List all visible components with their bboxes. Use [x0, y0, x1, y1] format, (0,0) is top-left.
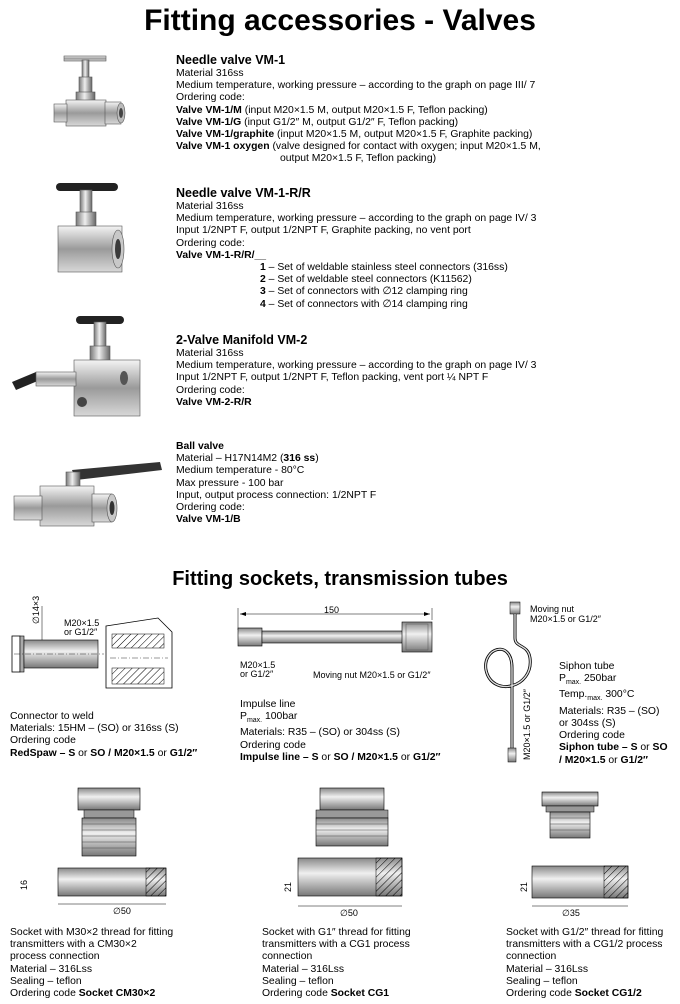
- vm1-order-m: Valve VM-1/M (input M20×1.5 M, output M20×1.5 F, Teflon packing): [176, 104, 488, 116]
- ball-valve-section: [176, 441, 676, 526]
- weld-dim-thread-alt: or G1/2″: [64, 627, 98, 637]
- impulse-left-thread-alt: or G1/2″: [240, 669, 274, 679]
- sock2-code: Ordering code Socket CG1: [262, 988, 390, 1000]
- sock1-code: Ordering code Socket CM30×2: [10, 988, 156, 1000]
- socket-cg1-drawing: [280, 782, 420, 922]
- socket-cg12-drawing: [526, 782, 636, 922]
- siphon-nut-thread: M20×1.5 or G1/2″: [530, 614, 601, 624]
- ball-heading: Ball valve: [176, 441, 224, 452]
- weld-dim-tube: ∅14×3: [31, 595, 41, 624]
- vm1-order-oxygen: Valve VM-1 oxygen (valve designed for contact with oxygen; input M20×1.5 M,: [176, 141, 541, 153]
- socket1-height: 16: [19, 879, 29, 890]
- sock1-l4: Material – 316Lss: [10, 963, 93, 975]
- vm1-order-g: Valve VM-1/G (input G1/2″ M, output G1/2″ F, Teflon packing): [176, 116, 459, 128]
- vm1rr-option-1: 1 – Set of weldable stainless steel connectors (316ss): [260, 262, 508, 274]
- sock3-l5: Sealing – teflon: [506, 975, 578, 987]
- sock2-l3: connection: [262, 951, 313, 963]
- siphon-nut: Moving nut: [530, 604, 575, 614]
- ball-material: Material – H17N14M2 (316 ss): [176, 453, 319, 465]
- vm1rr-material: Material 316ss: [176, 201, 244, 212]
- socket-cm30-drawing: [38, 782, 188, 922]
- sock3-l4: Material – 316Lss: [506, 963, 589, 975]
- needle-valve-vm1rr-image: [50, 178, 150, 288]
- vm1rr-medium: Medium temperature, working pressure – according to the graph on page IV/ 3: [176, 213, 537, 225]
- socket3-diameter: ∅35: [562, 908, 580, 918]
- sock2-l2: transmitters with a CG1 process: [262, 939, 410, 951]
- impulse-materials: Materials: R35 – (SO) or 304ss (S): [240, 727, 400, 739]
- weld-connector-drawing: [4, 595, 176, 708]
- impulse-line-text: [240, 699, 500, 764]
- vm1-heading: Needle valve VM-1: [176, 53, 286, 67]
- sock3-l3: connection: [506, 951, 557, 963]
- weld-l3: Ordering code: [10, 735, 76, 747]
- vm2-section: [176, 333, 676, 409]
- impulse-nut: Moving nut M20×1.5 or G1/2″: [313, 670, 431, 680]
- siphon-l1: Siphon tube: [559, 661, 615, 672]
- vm1-material: Material 316ss: [176, 68, 244, 79]
- socket-cg12-text: [506, 927, 678, 1000]
- weld-l2: Materials: 15HM – (SO) or 316ss (S): [10, 723, 179, 735]
- weld-connector-text: [10, 711, 240, 760]
- sock2-l1: Socket with G1″ thread for fitting: [262, 927, 411, 938]
- vm2-medium: Medium temperature, working pressure – according to the graph on page IV/ 3: [176, 360, 537, 372]
- vm1rr-option-4: 4 – Set of connectors with ∅14 clamping ring: [260, 298, 468, 310]
- vm1-order-graphite: Valve VM-1/graphite (input M20×1.5 M, output M20×1.5 F, Graphite packing): [176, 129, 533, 141]
- impulse-length: 150: [324, 605, 340, 615]
- vm1-ordering-label: Ordering code:: [176, 92, 245, 104]
- weld-code: RedSpaw – S or SO / M20×1.5 or G1/2″: [10, 747, 198, 759]
- sock2-l5: Sealing – teflon: [262, 975, 334, 987]
- vm2-ordering-label: Ordering code:: [176, 384, 245, 396]
- siphon-code-2: / M20×1.5 or G1/2″: [559, 754, 649, 766]
- ball-valve-image: [6, 458, 166, 548]
- ball-ordering-label: Ordering code:: [176, 502, 245, 514]
- impulse-l1: Impulse line: [240, 699, 296, 710]
- impulse-code: Impulse line – S or SO / M20×1.5 or G1/2″: [240, 751, 441, 763]
- vm1rr-option-2: 2 – Set of weldable steel connectors (K11562): [260, 274, 472, 286]
- ball-connection: Input, output process connection: 1/2NPT F: [176, 489, 377, 501]
- vm2-code: Valve VM-2-R/R: [176, 396, 252, 408]
- socket2-diameter: ∅50: [340, 908, 358, 918]
- vm1rr-ordering-label: Ordering code:: [176, 237, 245, 249]
- sock1-l3: process connection: [10, 951, 100, 963]
- siphon-materials-cont: or 304ss (S): [559, 717, 616, 729]
- siphon-tube-text: [559, 661, 679, 767]
- impulse-left-thread: M20×1.5: [240, 660, 276, 670]
- vm1-medium: Medium temperature, working pressure – according to the graph on page III/ 7: [176, 80, 536, 92]
- ball-code: Valve VM-1/B: [176, 514, 241, 526]
- sock3-l2: transmitters with a CG1/2 process: [506, 939, 663, 951]
- vm2-material: Material 316ss: [176, 348, 244, 359]
- vm1rr-code: Valve VM-1-R/R/__: [176, 249, 267, 261]
- vm2-io: Input 1/2NPT F, output 1/2NPT F, Teflon packing, vent port ¼ NPT F: [176, 372, 489, 384]
- weld-dim-thread: M20×1.5: [64, 618, 100, 628]
- vm2-heading: 2-Valve Manifold VM-2: [176, 333, 308, 347]
- socket-cm30-text: [10, 927, 250, 1000]
- ball-pressure: Max pressure - 100 bar: [176, 477, 284, 489]
- vm1rr-io: Input 1/2NPT F, output 1/2NPT F, Graphite packing, no vent port: [176, 225, 471, 237]
- sock1-l1: Socket with M30×2 thread for fitting: [10, 927, 174, 938]
- page-title: Fitting accessories - Valves: [144, 4, 536, 37]
- sock1-l5: Sealing – teflon: [10, 975, 82, 987]
- siphon-pressure: $P_{max.}$ 250bar: [559, 673, 617, 687]
- siphon-temp: $Temp._{max.}$ 300°C: [559, 689, 635, 703]
- sock1-l2: transmitters with a CM30×2: [10, 939, 137, 951]
- vm1-section: [176, 53, 676, 166]
- siphon-ordering-label: Ordering code: [559, 730, 625, 742]
- siphon-vertical-thread: M20×1.5 or G1/2″: [522, 689, 532, 760]
- vm1rr-option-3: 3 – Set of connectors with ∅12 clamping ring: [260, 286, 468, 298]
- manifold-vm2-image: [6, 308, 156, 428]
- sock3-code: Ordering code Socket CG1/2: [506, 988, 642, 1000]
- siphon-code-1: Siphon tube – S or SO: [559, 742, 668, 754]
- vm1-order-oxygen-cont: output M20×1.5 F, Teflon packing): [280, 153, 437, 165]
- needle-valve-vm1-image: [40, 52, 150, 142]
- vm1rr-heading: Needle valve VM-1-R/R: [176, 186, 311, 200]
- ball-temp: Medium temperature - 80°C: [176, 465, 305, 477]
- section-subtitle: Fitting sockets, transmission tubes: [172, 568, 508, 590]
- vm1rr-section: [176, 186, 676, 311]
- socket2-height: 21: [283, 881, 293, 892]
- sock2-l4: Material – 316Lss: [262, 963, 345, 975]
- socket3-height: 21: [519, 881, 529, 892]
- impulse-ordering-label: Ordering code: [240, 739, 306, 751]
- siphon-materials: Materials: R35 – (SO): [559, 705, 660, 717]
- impulse-pressure: $P_{max.}$ 100bar: [240, 711, 298, 725]
- sock3-l1: Socket with G1/2″ thread for fitting: [506, 927, 664, 938]
- weld-l1: Connector to weld: [10, 711, 94, 722]
- socket-cg1-text: [262, 927, 492, 1000]
- socket1-diameter: ∅50: [113, 906, 131, 916]
